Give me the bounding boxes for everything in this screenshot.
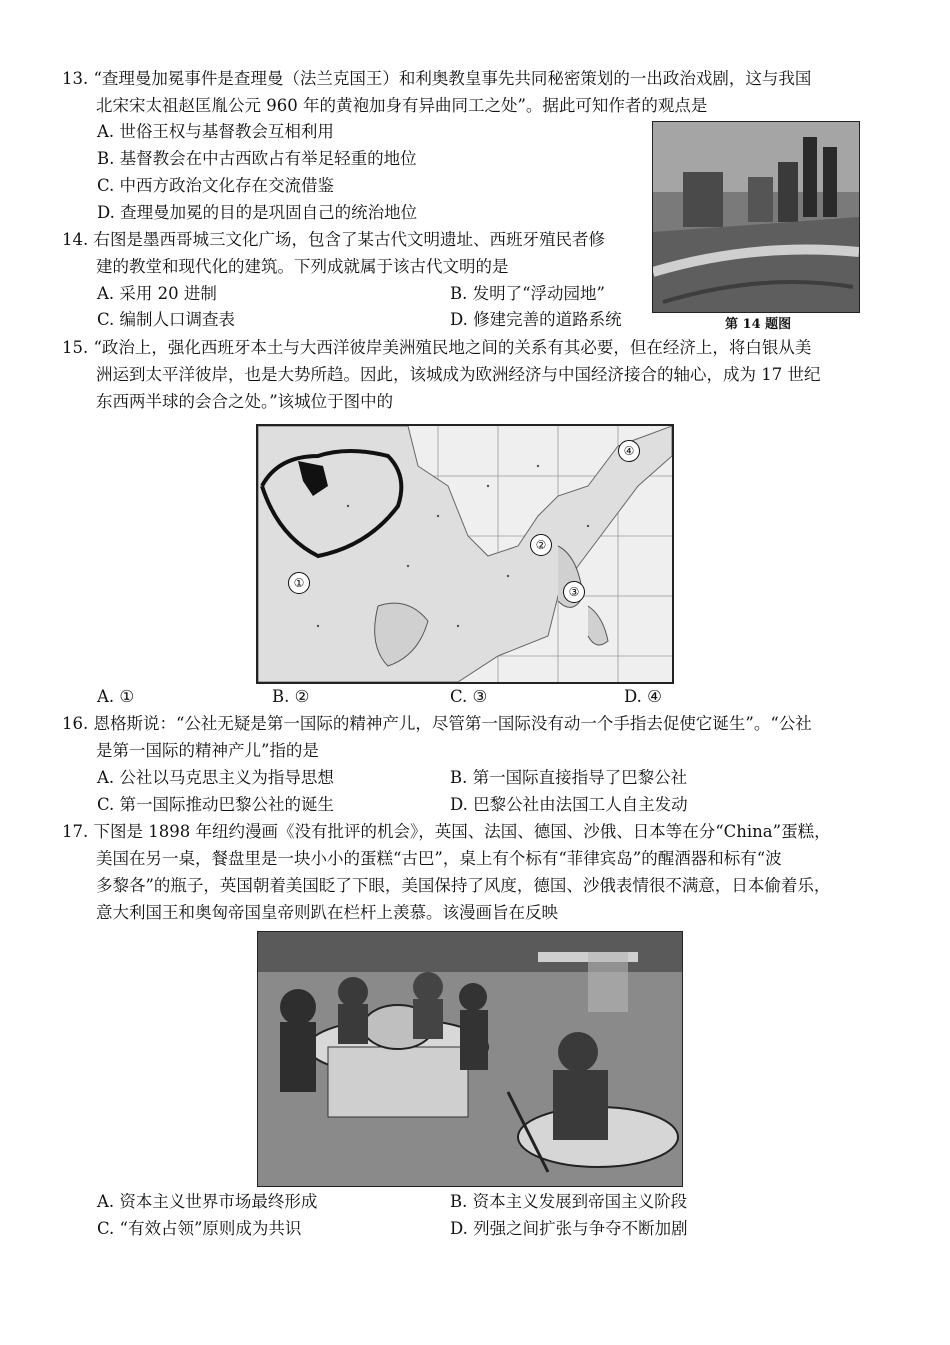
q14-photo [652, 121, 860, 313]
map-marker-2: ② [530, 534, 552, 556]
map-marker-4: ④ [618, 440, 640, 462]
q16-option-a: A. 公社以马克思主义为指导思想 [97, 768, 334, 787]
q14-option-c: C. 编制人口调查表 [97, 310, 236, 329]
q13-option-d: D. 查理曼加冕的目的是巩固自己的统治地位 [97, 203, 418, 222]
q16-option-d: D. 巴黎公社由法国工人自主发动 [450, 795, 688, 814]
q14-stem-line2: 建的教堂和现代化的建筑。下列成就属于该古代文明的是 [96, 257, 509, 276]
q17-stem-line2: 美国在另一桌，餐盘里是一块小小的蛋糕“古巴”，桌上有个标有“菲律宾岛”的醒酒器和标有“波 [96, 849, 782, 868]
q16-option-c: C. 第一国际推动巴黎公社的诞生 [97, 795, 335, 814]
q13-option-c: C. 中西方政治文化存在交流借鉴 [97, 176, 335, 195]
q17-option-b: B. 资本主义发展到帝国主义阶段 [450, 1192, 688, 1211]
q17-option-c: C. “有效占领”原则成为共识 [97, 1219, 302, 1238]
q14-option-a: A. 采用 20 进制 [97, 284, 217, 303]
q15-option-c: C. ③ [450, 687, 488, 706]
q15-option-d: D. ④ [624, 687, 662, 706]
q14-figure-caption: 第 14 题图 [725, 317, 792, 332]
q13-stem-line2: 北宋宋太祖赵匡胤公元 960 年的黄袍加身有异曲同工之处”。据此可知作者的观点是 [96, 96, 708, 115]
q16-option-b: B. 第一国际直接指导了巴黎公社 [450, 768, 688, 787]
q17-cartoon [257, 931, 683, 1187]
q17-option-d: D. 列强之间扩张与争夺不断加剧 [450, 1219, 688, 1238]
q17-option-a: A. 资本主义世界市场最终形成 [97, 1192, 318, 1211]
q13-option-a: A. 世俗王权与基督教会互相利用 [97, 122, 334, 141]
q15-stem-line2: 洲运到太平洋彼岸，也是大势所趋。因此，该城成为欧洲经济与中国经济接合的轴心，成为 17 世纪 [96, 365, 821, 384]
q17-stem-line3: 多黎各”的瓶子，英国朝着美国眨了下眼，美国保持了风度，德国、沙俄表情很不满意，日本偷着乐， [96, 876, 831, 895]
map-marker-1: ① [288, 572, 310, 594]
q16-stem-line2: 是第一国际的精神产儿”指的是 [96, 741, 319, 760]
asia-map [256, 424, 674, 684]
q15-option-b: B. ② [272, 687, 310, 706]
q13-option-b: B. 基督教会在中古西欧占有举足轻重的地位 [97, 149, 417, 168]
q17-stem-line1: 17. 下图是 1898 年纽约漫画《没有批评的机会》，英国、法国、德国、沙俄、日本等在分“China”蛋糕， [62, 822, 831, 841]
q15-stem-line1: 15. “政治上，强化西班牙本土与大西洋彼岸美洲殖民地之间的关系有其必要，但在经济上，将白银从美 [62, 338, 812, 357]
q15-option-a: A. ① [97, 687, 135, 706]
q15-stem-line3: 东西两半球的会合之处。”该城位于图中的 [96, 392, 394, 411]
q14-option-d: D. 修建完善的道路系统 [450, 310, 622, 329]
q16-stem-line1: 16. 恩格斯说：“公社无疑是第一国际的精神产儿，尽管第一国际没有动一个手指去促使它诞生”。“公社 [62, 714, 812, 733]
plaza-photo-illustration [653, 122, 859, 312]
map-marker-3: ③ [563, 581, 585, 603]
q14-option-b: B. 发明了“浮动园地” [450, 284, 605, 303]
q14-stem-line1: 14. 右图是墨西哥城三文化广场，包含了某古代文明遗址、西班牙殖民者修 [62, 230, 605, 249]
map-illustration [258, 426, 672, 682]
cartoon-illustration [258, 932, 682, 1186]
q17-stem-line4: 意大利国王和奥匈帝国皇帝则趴在栏杆上羡慕。该漫画旨在反映 [96, 903, 558, 922]
q13-stem-line1: 13. “查理曼加冕事件是查理曼（法兰克国王）和利奥教皇事先共同秘密策划的一出政治戏剧，这与我国 [62, 69, 812, 88]
